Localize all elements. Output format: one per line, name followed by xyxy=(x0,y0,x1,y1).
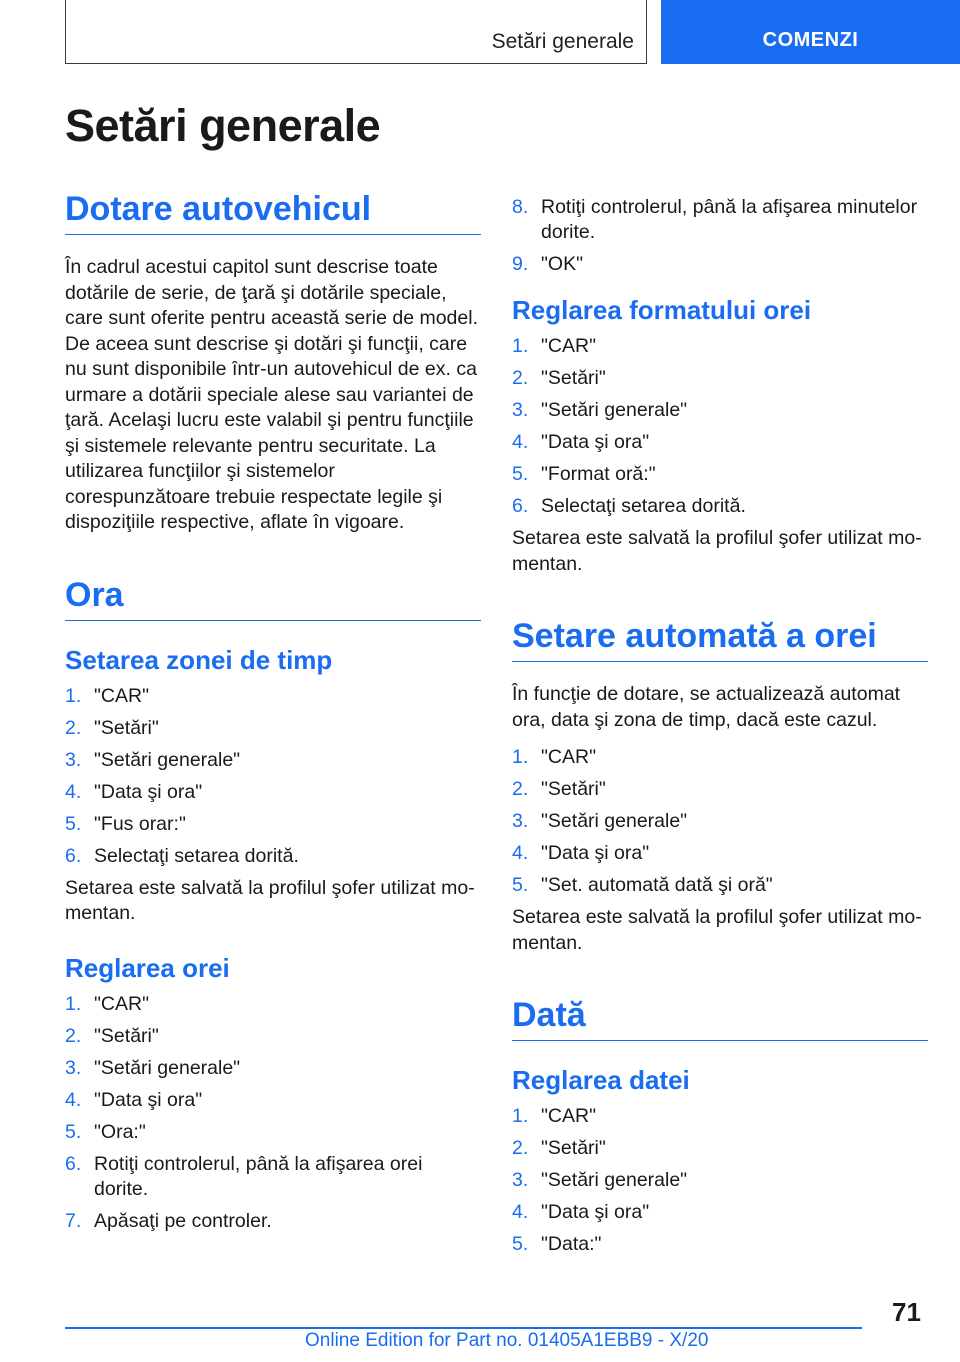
list-item: 3. "Setări generale" xyxy=(65,748,241,771)
list-item: 6. Selectaţi setarea dorită. xyxy=(512,495,746,517)
list-item: 6. Selectaţi setarea dorită. xyxy=(65,844,299,867)
note-format: Setarea este salvată la profilul şofer utilizat momentan. xyxy=(512,527,922,575)
list-item: 2. "Setări" xyxy=(65,716,159,739)
subheading-date: Reglarea datei xyxy=(512,1065,690,1095)
note-zone: Setarea este salvată la profilul şofer utilizat momentan. xyxy=(65,876,475,924)
right-column xyxy=(512,190,928,1264)
list-item: 4. "Data şi ora" xyxy=(512,1201,650,1223)
footer-divider xyxy=(65,1327,862,1329)
list-item: 2. "Setări" xyxy=(512,778,606,800)
steps-auto xyxy=(512,745,928,898)
list-item: 2. "Setări" xyxy=(512,367,606,389)
list-item: 2. "Setări" xyxy=(65,1024,159,1047)
list-item: 9. "OK" xyxy=(512,253,584,275)
steps-time-part2 xyxy=(512,195,928,277)
list-item: 4. "Data şi ora" xyxy=(65,1088,203,1111)
list-item: 4. "Data şi ora" xyxy=(512,431,650,453)
steps-format xyxy=(512,334,928,519)
list-item: 5. "Data:" xyxy=(512,1233,602,1255)
header-section-box xyxy=(65,0,647,64)
list-item: 1. "CAR" xyxy=(512,1105,597,1127)
section-heading-data: Dată xyxy=(512,996,928,1041)
paragraph-dotare: În cadrul acestui capitol sunt descrise toate dotările de serie, de ţară şi dotările speciale, care sunt oferite pentru această serie de model. De aceea sunt descrise şi dotări şi funcţii, care nu sunt disponibile într-un autovehicul de ex. ca urmare a dotării speciale alese sau variantei de ţară. Acelaşi lucru este valabil şi pentru funcţiile şi sistemele relevante pentru securitate. La utilizarea funcţiilor şi sistemelor corespunzătoare trebuie respectate legile şi dispoziţiile respective, aflate în vigoare. xyxy=(65,256,478,533)
list-item: 3. "Setări generale" xyxy=(512,1169,688,1191)
steps-time-part1 xyxy=(65,992,481,1234)
list-item: 5. "Format oră:" xyxy=(512,463,656,485)
list-item: 3. "Setări generale" xyxy=(512,810,688,832)
list-item: 7. Apăsaţi pe controler. xyxy=(65,1209,272,1232)
list-item: 4. "Data şi ora" xyxy=(65,780,203,803)
section-heading-dotare: Dotare autovehicul xyxy=(65,190,481,235)
page-number: 71 xyxy=(892,1297,921,1327)
list-item: 1. "CAR" xyxy=(65,992,150,1015)
paragraph-auto: În funcţie de dotare, se actualizează automat ora, data şi zona de timp, dacă este cazul. xyxy=(512,683,901,731)
list-item: 3. "Setări generale" xyxy=(65,1056,241,1079)
list-item: 8. Rotiţi controlerul, până la afişarea minutelor dorite. xyxy=(512,196,918,243)
list-item: 2. "Setări" xyxy=(512,1137,606,1159)
list-item: 1. "CAR" xyxy=(512,746,597,768)
list-item: 5. "Fus orar:" xyxy=(65,812,186,835)
page-title: Setări generale xyxy=(65,100,381,151)
list-item: 6. Rotiţi controlerul, până la afişarea orei dorite. xyxy=(65,1152,423,1200)
subheading-format: Reglarea formatului orei xyxy=(512,295,812,325)
footer-edition: Online Edition for Part no. 01405A1EBB9 - X/20 xyxy=(305,1330,709,1351)
header-section-title: Setări generale xyxy=(491,30,634,53)
subheading-time: Reglarea orei xyxy=(65,952,230,983)
note-auto: Setarea este salvată la profilul şofer utilizat momentan. xyxy=(512,906,922,954)
section-heading-ora: Ora xyxy=(65,576,481,621)
steps-date xyxy=(512,1104,928,1257)
list-item: 5. "Set. automată dată şi oră" xyxy=(512,874,773,896)
steps-zone xyxy=(65,684,481,869)
list-item: 3. "Setări generale" xyxy=(512,399,688,421)
left-column xyxy=(65,190,481,1241)
section-heading-auto: Setare automată a orei xyxy=(512,617,928,662)
list-item: 5. "Ora:" xyxy=(65,1120,146,1143)
subheading-zone: Setarea zonei de timp xyxy=(65,644,333,675)
list-item: 1. "CAR" xyxy=(65,684,150,707)
header-chapter-tab[interactable]: COMENZI xyxy=(661,0,960,64)
list-item: 4. "Data şi ora" xyxy=(512,842,650,864)
list-item: 1. "CAR" xyxy=(512,335,597,357)
